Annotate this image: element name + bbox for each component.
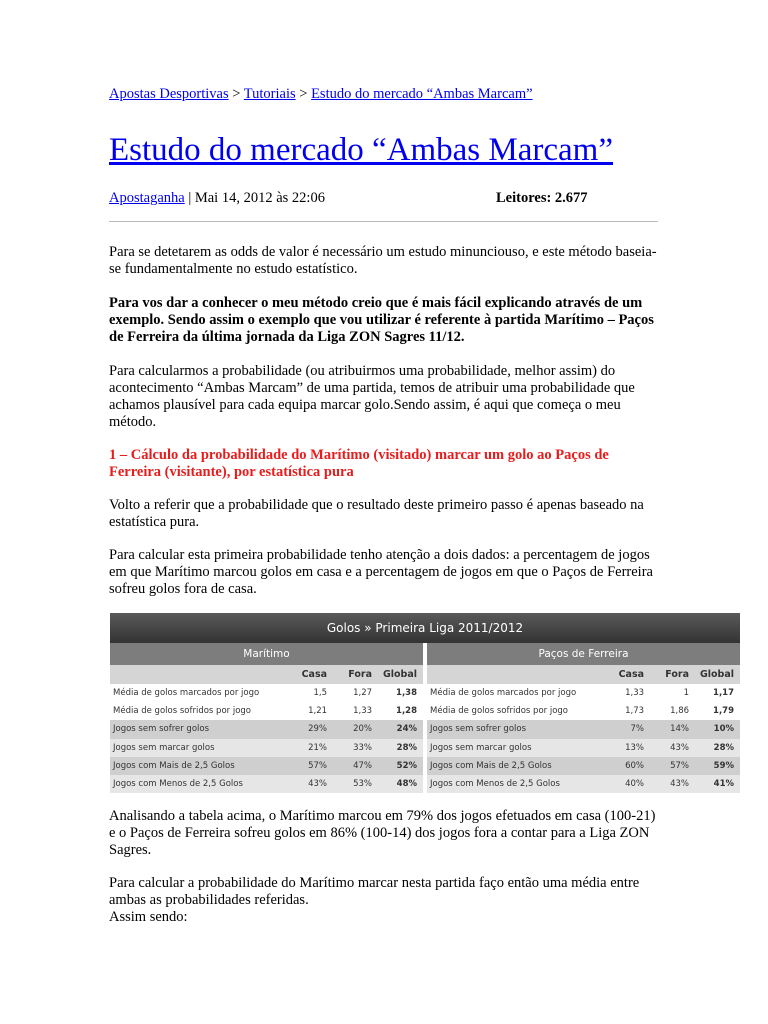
column-header-global: Global (699, 669, 735, 680)
table-row (427, 684, 740, 702)
cell-casa: 43% (308, 778, 328, 789)
table-row (110, 739, 423, 757)
probability-paragraph: Para calcularmos a probabilidade (ou atribuirmos uma probabilidade, melhor assim) do acontecimento “Ambas Marcam” de uma partida, temos de atribuir uma probabilidade que achamos plausível para cada equipa marcar golo.Sendo assim, é aqui que começa o meu método. (109, 363, 635, 430)
post-date: | Mai 14, 2012 às 22:06 (184, 190, 325, 206)
cell-casa: 1,5 (313, 688, 328, 698)
row-label: Jogos sem sofrer golos (430, 724, 527, 735)
row-label: Média de golos marcados por jogo (430, 688, 577, 698)
cell-casa: 7% (630, 724, 645, 735)
readers-count: Leitores: 2.677 (496, 190, 588, 206)
breadcrumb-separator: > (295, 86, 312, 102)
cell-fora: 14% (670, 724, 690, 735)
column-header-row (427, 665, 740, 684)
page-title-link[interactable]: Estudo do mercado “Ambas Marcam” (109, 132, 613, 168)
table-row (427, 775, 740, 793)
cell-global: 28% (713, 742, 735, 753)
stats-table-title: Golos » Primeira Liga 2011/2012 (110, 613, 740, 643)
cell-casa: 57% (308, 760, 328, 771)
table-row (427, 739, 740, 757)
conclusion-text: Assim sendo: (109, 909, 188, 925)
cell-fora: 20% (353, 724, 373, 735)
divider (109, 221, 658, 222)
cell-fora: 43% (670, 778, 690, 789)
column-header-fora: Fora (665, 669, 690, 680)
breadcrumb-apostas-desportivas-link[interactable]: Apostas Desportivas (109, 86, 229, 102)
row-label: Média de golos sofridos por jogo (430, 706, 569, 717)
stats-table-columns (110, 643, 740, 793)
column-header-global: Global (382, 669, 418, 680)
cell-global: 52% (396, 760, 418, 771)
author-link[interactable]: Apostaganha (109, 190, 185, 206)
cell-casa: 21% (308, 742, 328, 753)
cell-casa: 29% (308, 724, 328, 735)
row-label: Jogos sem marcar golos (430, 742, 532, 753)
team-table-pacos-de-ferreira (427, 643, 740, 793)
statistics-paragraph: Volto a referir que a probabilidade que o resultado deste primeiro passo é apenas baseado na estatística pura. (109, 497, 644, 530)
team-name: Paços de Ferreira (427, 643, 740, 665)
cell-casa: 1,33 (625, 688, 645, 698)
table-row (110, 775, 423, 793)
cell-fora: 1,27 (353, 688, 373, 698)
cell-fora: 1,33 (353, 706, 373, 717)
cell-casa: 40% (625, 778, 645, 789)
row-label: Média de golos marcados por jogo (113, 688, 260, 698)
row-label: Jogos sem marcar golos (113, 742, 215, 753)
cell-fora: 57% (670, 760, 690, 771)
row-label: Jogos com Mais de 2,5 Golos (113, 760, 235, 771)
table-row (110, 684, 423, 702)
breadcrumb-current-link[interactable]: Estudo do mercado “Ambas Marcam” (311, 86, 533, 102)
row-label: Jogos com Menos de 2,5 Golos (113, 778, 243, 789)
cell-global: 48% (396, 778, 418, 789)
cell-global: 59% (713, 760, 735, 771)
cell-casa: 60% (625, 760, 645, 771)
cell-fora: 53% (353, 778, 373, 789)
row-label: Média de golos sofridos por jogo (113, 706, 252, 717)
table-row (427, 720, 740, 738)
cell-global: 24% (396, 724, 418, 735)
column-header-casa: Casa (618, 669, 645, 680)
breadcrumb-separator: > (228, 86, 244, 102)
team-name: Marítimo (110, 643, 423, 665)
cell-casa: 13% (625, 742, 645, 753)
cell-casa: 1,73 (625, 706, 645, 717)
table-row (110, 757, 423, 775)
cell-casa: 1,21 (308, 706, 328, 717)
table-row (110, 720, 423, 738)
cell-global: 1,38 (396, 688, 418, 698)
cell-global: 1,79 (713, 706, 735, 717)
cell-global: 10% (713, 724, 735, 735)
data-paragraph: Para calcular esta primeira probabilidade tenho atenção a dois dados: a percentagem de jogos em que Marítimo marcou golos em casa e a percentagem de jogos em que o Paços de Ferreira sofreu golos fora de casa. (109, 547, 653, 597)
column-header-fora: Fora (348, 669, 373, 680)
method-paragraph: Para vos dar a conhecer o meu método creio que é mais fácil explicando através de um exemplo. Sendo assim o exemplo que vou utilizar é referente à partida Marítimo – Paços de Ferreira da última jornada da Liga ZON Sagres 11/12. (109, 295, 654, 345)
table-row (110, 702, 423, 720)
cell-global: 1,17 (713, 688, 735, 698)
cell-fora: 43% (670, 742, 690, 753)
table-row (427, 702, 740, 720)
cell-global: 41% (713, 778, 735, 789)
row-label: Jogos com Mais de 2,5 Golos (430, 760, 552, 771)
row-label: Jogos com Menos de 2,5 Golos (430, 778, 560, 789)
page-title (109, 132, 613, 169)
row-label: Jogos sem sofrer golos (113, 724, 210, 735)
cell-global: 28% (396, 742, 418, 753)
section-heading: 1 – Cálculo da probabilidade do Marítimo (visitado) marcar um golo ao Paços de Ferreira (visitante), por estatística pura (109, 447, 609, 480)
average-paragraph: Para calcular a probabilidade do Marítimo marcar nesta partida faço então uma média entre ambas as probabilidades referidas. (109, 875, 640, 908)
column-header-row (110, 665, 423, 684)
intro-paragraph: Para se detetarem as odds de valor é necessário um estudo minunciouso, e este método baseia-se fundamentalmente no estudo estatístico. (109, 244, 657, 277)
column-header-casa: Casa (301, 669, 328, 680)
breadcrumb-tutoriais-link[interactable]: Tutoriais (243, 86, 296, 102)
analysis-paragraph: Analisando a tabela acima, o Marítimo marcou em 79% dos jogos efetuados em casa (100-21) e o Paços de Ferreira sofreu golos em 86% (100-14) dos jogos fora a contar para a Liga ZON Sagres. (109, 808, 656, 858)
cell-global: 1,28 (396, 706, 418, 717)
team-table-maritimo (110, 643, 423, 793)
stats-table (110, 613, 740, 793)
article-meta (109, 190, 659, 207)
cell-fora: 1,86 (670, 706, 690, 717)
cell-fora: 1 (683, 688, 690, 698)
cell-fora: 33% (353, 742, 373, 753)
cell-fora: 47% (353, 760, 373, 771)
table-row (427, 757, 740, 775)
breadcrumb (109, 86, 533, 103)
